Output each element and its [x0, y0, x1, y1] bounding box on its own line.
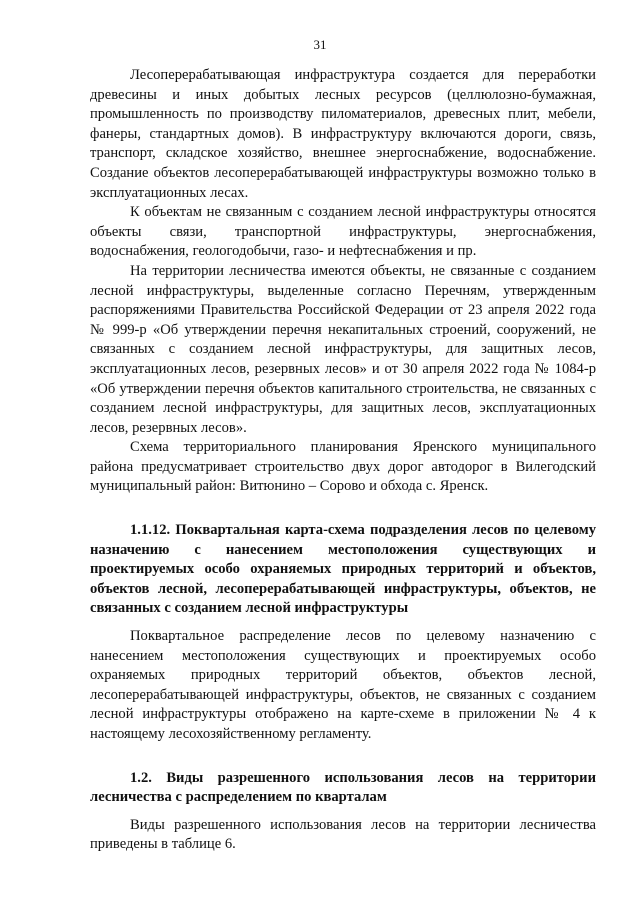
page-content: [90, 66, 596, 855]
section-heading-1-2: 1.2. Виды разрешенного использования лесов на территории лесничества с распределением по кварталам: [90, 769, 596, 806]
paragraph-infrastructure: Лесоперерабатывающая инфраструктура создается для переработки древесины и иных добытых лесных ресурсов (целлюлозно-бумажная, промышленность по производству пиломатериалов, древесных плит, мебели, фанеры, стандартных домов). В инфраструктуру включаются дороги, связь, транспорт, складское хозяйство, внешнее энергоснабжение, водоснабжение. Создание объектов лесоперерабатывающей инфраструктуры возможно только в эксплуатационных лесах.: [90, 67, 596, 201]
spacer: [90, 745, 596, 769]
spacer: [90, 619, 596, 627]
spacer: [90, 497, 596, 521]
spacer: [90, 808, 596, 816]
section-heading-1-1-12: 1.1.12. Поквартальная карта-схема подразделения лесов по целевому назначению с нанесением местоположения существующих и проектируемых особо охраняемых природных территорий и объектов, объектов лесной, лесоперерабатывающей инфраструктуры, объектов, не связанных с созданием лесной инфраструктуры: [90, 522, 596, 617]
paragraph-non-forest-objects: К объектам не связанным с созданием лесной инфраструктуры относятся объекты связи, транспортной инфраструктуры, энергоснабжения, водоснабжения, геологодобычи, газо- и нефтеснабжения и пр.: [90, 204, 596, 260]
section-body-1-1-12: Поквартальное распределение лесов по целевому назначению с нанесением местоположения существующих и проектируемых особо охраняемых природных территорий объектов, объектов лесной, лесоперерабатывающей инфраструктуры, объектов, не связанных с созданием лесной инфраструктуры отображено на карте-схеме в приложении № 4 к настоящему лесохозяйственному регламенту.: [90, 628, 596, 742]
paragraph-government-orders: На территории лесничества имеются объекты, не связанные с созданием лесной инфраструктуры, выделенные согласно Перечням, утвержденным распоряжениями Правительства Российской Федерации от 23 апреля 2022 года № 999-р «Об утверждении перечня некапитальных строений, сооружений, не связанных с созданием лесной инфраструктуры, для защитных лесов, эксплуатационных лесов, резервных лесов» и от 30 апреля 2022 года № 1084-р «Об утверждении перечня объектов капитального строительства, не связанных с созданием лесной инфраструктуры, для защитных лесов, эксплуатационных лесов, резервных лесов».: [90, 262, 596, 436]
section-body-1-2: Виды разрешенного использования лесов на территории лесничества приведены в таблице 6.: [90, 816, 596, 853]
page-number: 31: [313, 37, 327, 52]
paragraph-territorial-plan: Схема территориального планирования Яренского муниципального района предусматривает строительство двух дорог автодорог в Вилегодский муниципальный район: Витюнино – Сорово и обхода с. Яренск.: [90, 439, 596, 495]
